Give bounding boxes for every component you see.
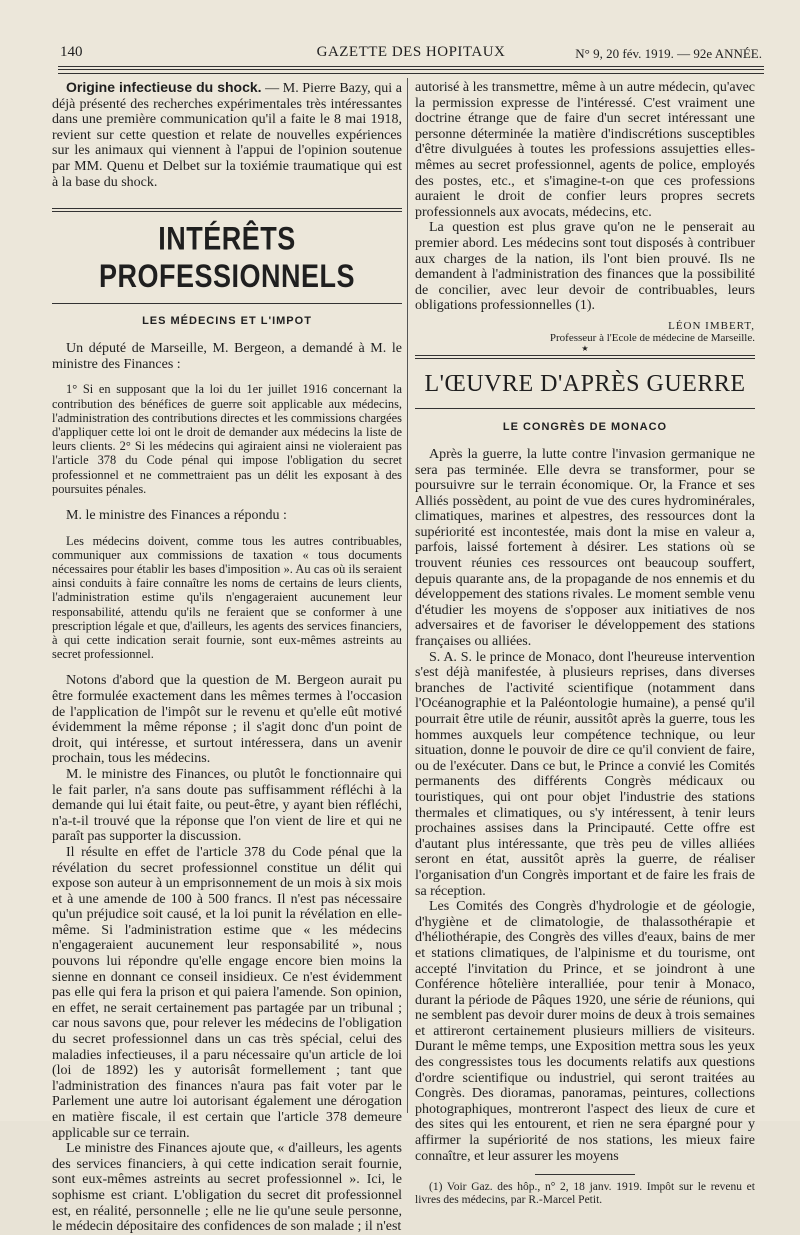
right-paragraph-4: S. A. S. le prince de Monaco, dont l'heureuse intervention s'est déjà manifestée, à plusieurs reprises, dans diverses branches de l'activité scientifique (notamment dans l'Océanographie et la Paléontologie humaine), a pensé qu'il pourrait être utile de réunir, aussitôt après la guerre, tous les hommes auxquels leur compétence technique, ou leur situation, donne le pouvoir de dire ce qu'il convient de faire, ou de l'exécuter. Dans ce but, le Prince a convié les Comités permanents des différents Congrès médicaux ou touristiques, qui ont pour objet l'industrie des stations thermales et climatiques, ou s'y intéressent, à tenir leurs prochaines assises dans la Principauté. Cette offre est d'autant plus intéressante, que très peu de villes alliées seront en état, aussitôt après la guerre, de réaliser l'organisation d'un Congrès important et de faire les frais de sa réception. [415, 649, 755, 899]
footnote: (1) Voir Gaz. des hôp., n° 2, 18 janv. 1919. Impôt sur le revenu et livres des médecins, par R.-Marcel Petit. [415, 1181, 755, 1207]
left-paragraph-5: Il résulte en effet de l'article 378 du Code pénal que la révélation du secret professionnel constitue un délit qui expose son auteur à un emprisonnement de un mois à six mois et à une amende de 100 à 500 francs. Il n'est pas nécessaire qu'un préjudice soit causé, et la loi punit la révélation en elle-même. Si l'administration estime que « les médecins n'engageraient aucunement leur responsabilité », nous pouvons lui répondre qu'elle engage encore bien moins la sienne en donnant ce conseil insidieux. Ce n'est évidemment pas elle qui fera la prison et qui paiera l'amende. Son opinion, en effet, ne serait certainement pas partagée par un tribunal ; car nous savons que, pour relever les médecins de l'obligation du secret professionnel dans un cas très spécial, celui des maladies infectieuses, il a paru nécessaire qu'un article de loi (loi de 1892) les y autorisât formellement ; tant que l'administration des finances n'aura pas fait voter par le Parlement une autre loi autorisant également une dérogation en matière fiscale, il est certain que l'article 378 demeure applicable sur ce terrain. [52, 844, 402, 1141]
left-paragraph-6: Le ministre des Finances ajoute que, « d'ailleurs, les agents des services financiers, à qui cette indication serait fournie, sont eux-mêmes astreints au secret professionnel ». Ici, le sophisme est criant. L'obligation du secret dit professionnel est, en réalité, personnelle ; elle ne lie qu'une seule personne, le médecin dépositaire des confidences de son malade ; il n'est [52, 1141, 402, 1235]
publication-title: GAZETTE DES HOPITAUX [316, 44, 506, 60]
section-title-oeuvre: L'ŒUVRE D'APRÈS GUERRE [424, 370, 746, 397]
right-paragraph-1: autorisé à les transmettre, même à un autre médecin, qu'avec la permission expresse de l'intéressé. C'est vraiment une doctrine étrange que de faire d'un secret intéressant une personne déterminée la matière d'indiscrétions susceptibles d'être divulguées à toutes les professions assujetties elles-mêmes au secret professionnel, agents de police, employés des postes, etc., et s'imagine-t-on que ces professions auraient le droit de confier leurs propres secrets professionnels aux avocats, médecins, etc. [415, 80, 755, 220]
right-paragraph-3: Après la guerre, la lutte contre l'invasion germanique ne sera pas terminée. Elle devra se transformer, pour se poursuivre sur le terrain économique. Or, la France et ses Alliés possèdent, au point de vue des cures hydrominérales, climatiques, marines et alpestres, des ressources dont la supériorité est incontestée, mais dont la mise en valeur a, parfois, laissé fortement à désirer. Les stations où se trouvent réunies ces ressources ont beaucoup souffert, depuis quarante ans, de la propagande de nos ennemis et du développement des stations rivales. Le moment semble venu d'étudier les moyens de s'opposer aux initiatives de nos adversaires et de favoriser le développement des stations françaises ou alliées. [415, 446, 755, 650]
page-number: 140 [60, 44, 83, 60]
right-section-rule-bottom [415, 408, 755, 409]
separator-star: ★ [581, 343, 589, 353]
author-signature: LÉON IMBERT, [668, 319, 755, 332]
left-paragraph-2: M. le ministre des Finances a répondu : [66, 507, 287, 523]
section-rule-top [52, 208, 402, 212]
subsection-title-impot: LES MÉDECINS ET L'IMPOT [142, 315, 312, 328]
section-title-interets: INTÉRÊTS PROFESSIONNELS [98, 220, 356, 295]
intro-text: — M. Pierre Bazy, qui a déjà présenté des recherches expérimentales très intéressantes dans une première communication qu'il a faite le 8 mai 1918, revient sur cette question et relate de nouvelles expériences sur les animaux qui viennent à l'appui de l'opinion soutenue par MM. Quenu et Delbet sur la toxiémie traumatique qui est à la base du shock. [52, 81, 402, 190]
right-column [415, 78, 755, 1207]
intro-lead: Origine infectieuse du shock. [66, 79, 262, 95]
right-paragraph-2: La question est plus grave qu'on ne le penserait au premier abord. Les médecins sont tout disposés à contribuer aux charges de la nation, ils l'ont bien prouvé. Ils ne demandent à l'administration des finances que la possibilité de concilier, avec leur devoir de contribuables, leurs obligations professionnelles (1). [415, 220, 755, 314]
right-section-rule-top [415, 355, 755, 359]
left-quote-2: Les médecins doivent, comme tous les autres contribuables, communiquer aux commissions de taxation « tous documents nécessaires pour établir les bases d'imposition ». Au cas où ils seraient ainsi conduits à faire connaître les noms de certains de leurs clients, l'administration estime qu'ils n'engageraient aucunement leur responsabilité, attendu qu'ils ne feraient que se conformer à une prescription légale et que, d'ailleurs, les agents des services financiers, à qui cette indication serait fournie, sont eux-mêmes astreints au secret professionnel. [52, 533, 402, 662]
intro-paragraph [52, 80, 402, 190]
footnote-rule [535, 1174, 635, 1175]
subsection-title-monaco: LE CONGRÈS DE MONACO [502, 420, 668, 433]
header-rule-bottom [58, 73, 764, 74]
left-paragraph-1: Un député de Marseille, M. Bergeon, a demandé à M. le ministre des Finances : [52, 341, 402, 372]
right-paragraph-5: Les Comités des Congrès d'hydrologie et de géologie, d'hygiène et de climatologie, de thalassothérapie et d'héliothérapie, des Congrès des villes d'eaux, bains de mer et stations climatiques, de l'alpinisme et du tourisme, ont accepté l'invitation du Prince, et se joindront à une Conférence hôtelière interalliée, pour tenir à Monaco, durant la période de Pâques 1920, une série de réunions, qui ne semblent pas devoir durer moins de deux à trois semaines et attireront certainement plusieurs milliers de visiteurs. Durant le même temps, une Exposition mettra sous les yeux des congressistes tous les documents relatifs aux questions d'ordre scientifique ou industriel, qui seront traitées au Congrès. Des dioramas, panoramas, peintures, collections photographiques, montreront l'aspect des lieux de cure et des sites qui les entourent, et rien ne sera épargné pour y affirmer la supériorité de nos stations, les mieux faire connaître, et leur assurer les moyens [415, 899, 755, 1164]
section-rule-bottom [52, 303, 402, 304]
left-paragraph-3: Notons d'abord que la question de M. Bergeon aurait pu être formulée exactement dans les mêmes termes à l'occasion de l'application de l'impôt sur le revenu et qu'elle eût motivé évidemment la même réponse ; il s'agit donc d'un point de droit, qui intéresse, et surtout intéressera, dans un avenir prochain, tous les médecins. [52, 673, 402, 767]
left-quote-1: 1° Si en supposant que la loi du 1er juillet 1916 concernant la contribution des bénéfices de guerre soit applicable aux médecins, l'administration des contributions directes et les commissions chargées d'appliquer cette loi ont le droit de demander aux médecins la liste de leurs clients. 2° Si les médecins qui agiraient ainsi ne violeraient pas l'article 378 du Code pénal qui impose l'obligation du secret professionnel et ne commettraient pas un délit les exposant à des poursuites pénales. [52, 382, 402, 496]
header-rule [58, 66, 764, 70]
issue-info: N° 9, 20 fév. 1919. — 92e ANNÉE. [575, 46, 762, 61]
author-affiliation: Professeur à l'Ecole de médecine de Marseille. [549, 331, 755, 344]
column-divider [407, 78, 408, 1113]
left-column [52, 78, 402, 1235]
left-paragraph-4: M. le ministre des Finances, ou plutôt le fonctionnaire qui le fait parler, n'a sans doute pas suffisamment réfléchi à la demande qui lui était faite, ou peut-être, y ayant bien réfléchi, n'a-t-il trouvé que la réponse que l'on vient de lire et qui ne paraît pas supporter la discussion. [52, 766, 402, 845]
